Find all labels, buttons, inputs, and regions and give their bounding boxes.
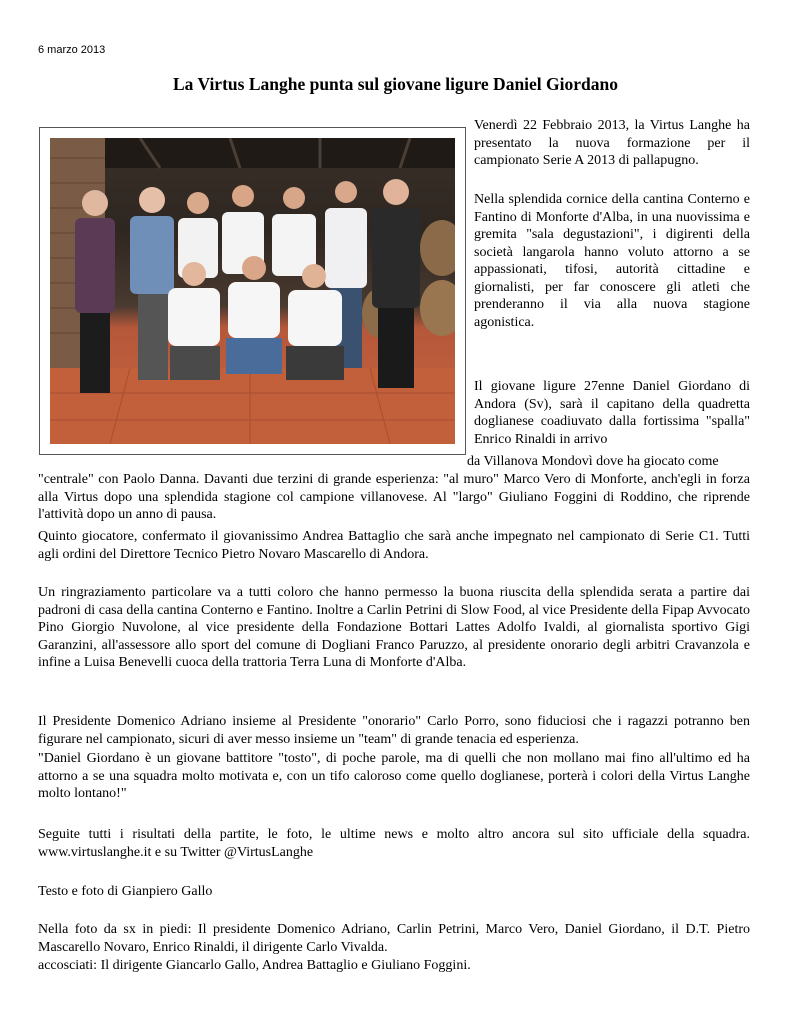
intro-paragraph-1: Venerdì 22 Febbraio 2013, la Virtus Langhe ha presentato la nuova formazione per il campionato Serie A 2013 di pallapugno. (474, 118, 750, 168)
players-paragraph: "centrale" con Paolo Danna. Davanti due terzini di grande esperienza: "al muro" Marco Vero di Monforte, anch'egli in forza alla Virtus dopo una splendida stagione col campione villanovese. Al "largo" Giuliano Foggini di Roddino, che riprende l'attività dopo un anno di pausa. (38, 472, 750, 522)
caption-standing: Nella foto da sx in piedi: Il presidente Domenico Adriano, Carlin Petrini, Marco Vero, Daniel Giordano, il D.T. Pietro Mascarello Novaro, Enrico Rinaldi, il dirigente Carlo Vivalda. (38, 922, 750, 955)
article-date: 6 marzo 2013 (38, 44, 106, 56)
fifth-player-paragraph: Quinto giocatore, confermato il giovanissimo Andrea Battaglio che sarà anche impegnato nel campionato di Serie C1. Tutti agli ordini del Direttore Tecnico Pietro Novaro Mascarello di Andora. (38, 529, 750, 562)
website-paragraph: Seguite tutti i risultati della partite, le foto, le ultime news e molto altro ancora sul sito ufficiale della squadra. www.virtuslanghe.it e su Twitter @VirtusLanghe (38, 827, 750, 860)
team-photo-illustration (50, 138, 455, 444)
thanks-paragraph: Un ringraziamento particolare va a tutti coloro che hanno permesso la buona riuscita della splendida serata a partire dai padroni di casa della cantina Conterno e Fantino. Inoltre a Carlin Petrini di Slow Food, al vice Presidente della Fipap Avvocato Pino Giorgio Nuvolone, al vice presidente della Fondazione Bottari Lattes Adolfo Ivaldi, al giornalista sportivo Gigi Garanzini, all'assessore allo sport del comune di Dogliani Franco Paruzzo, al presidente onorario degli arbitri Cravanzola e infine a Luisa Benevelli cuoca della trattoria Terra Luna di Monforte d'Alba. (38, 585, 750, 670)
caption-crouching: accosciati: Il dirigente Giancarlo Gallo, Andrea Battaglio e Giuliano Foggini. (38, 958, 471, 973)
president-paragraph: Il Presidente Domenico Adriano insieme al Presidente "onorario" Carlo Porro, sono fiduciosi che i ragazzi potranno ben figurare nel campionato, sicuri di aver messo insieme un "team" di grande tenacia ed esperienza. (38, 714, 750, 747)
credits-paragraph: Testo e foto di Gianpiero Gallo (38, 884, 213, 899)
intro-paragraph-2: Nella splendida cornice della cantina Conterno e Fantino di Monforte d'Alba, in una nuovissima e gremita "sala degustazioni", i digirenti della società langarola hanno voluto attorno a se appassionati, tifosi, autorità cittadine e giornalisti, per far conoscere gli atleti che prenderanno il via alla nuova stagione agonistica. (474, 192, 750, 330)
quote-paragraph: "Daniel Giordano è un giovane battitore "tosto", di poche parole, ma di quelli che non mollano mai fino all'ultimo ed ha attorno a se una squadra molto motivata e, con un tifo caloroso come quello doglianese, porterà i colori della Virtus Langhe molto lontano!" (38, 751, 750, 801)
article-title: La Virtus Langhe punta sul giovane ligure Daniel Giordano (172, 74, 619, 94)
team-photo (50, 138, 455, 444)
captain-paragraph: Il giovane ligure 27enne Daniel Giordano di Andora (Sv), sarà il capitano della quadretta doglianese coadiuvato dalla fortissima "spalla" Enrico Rinaldi in arrivo (474, 379, 750, 447)
wrap-line: da Villanova Mondovì dove ha giocato come (467, 454, 719, 469)
photo-frame (39, 127, 466, 455)
